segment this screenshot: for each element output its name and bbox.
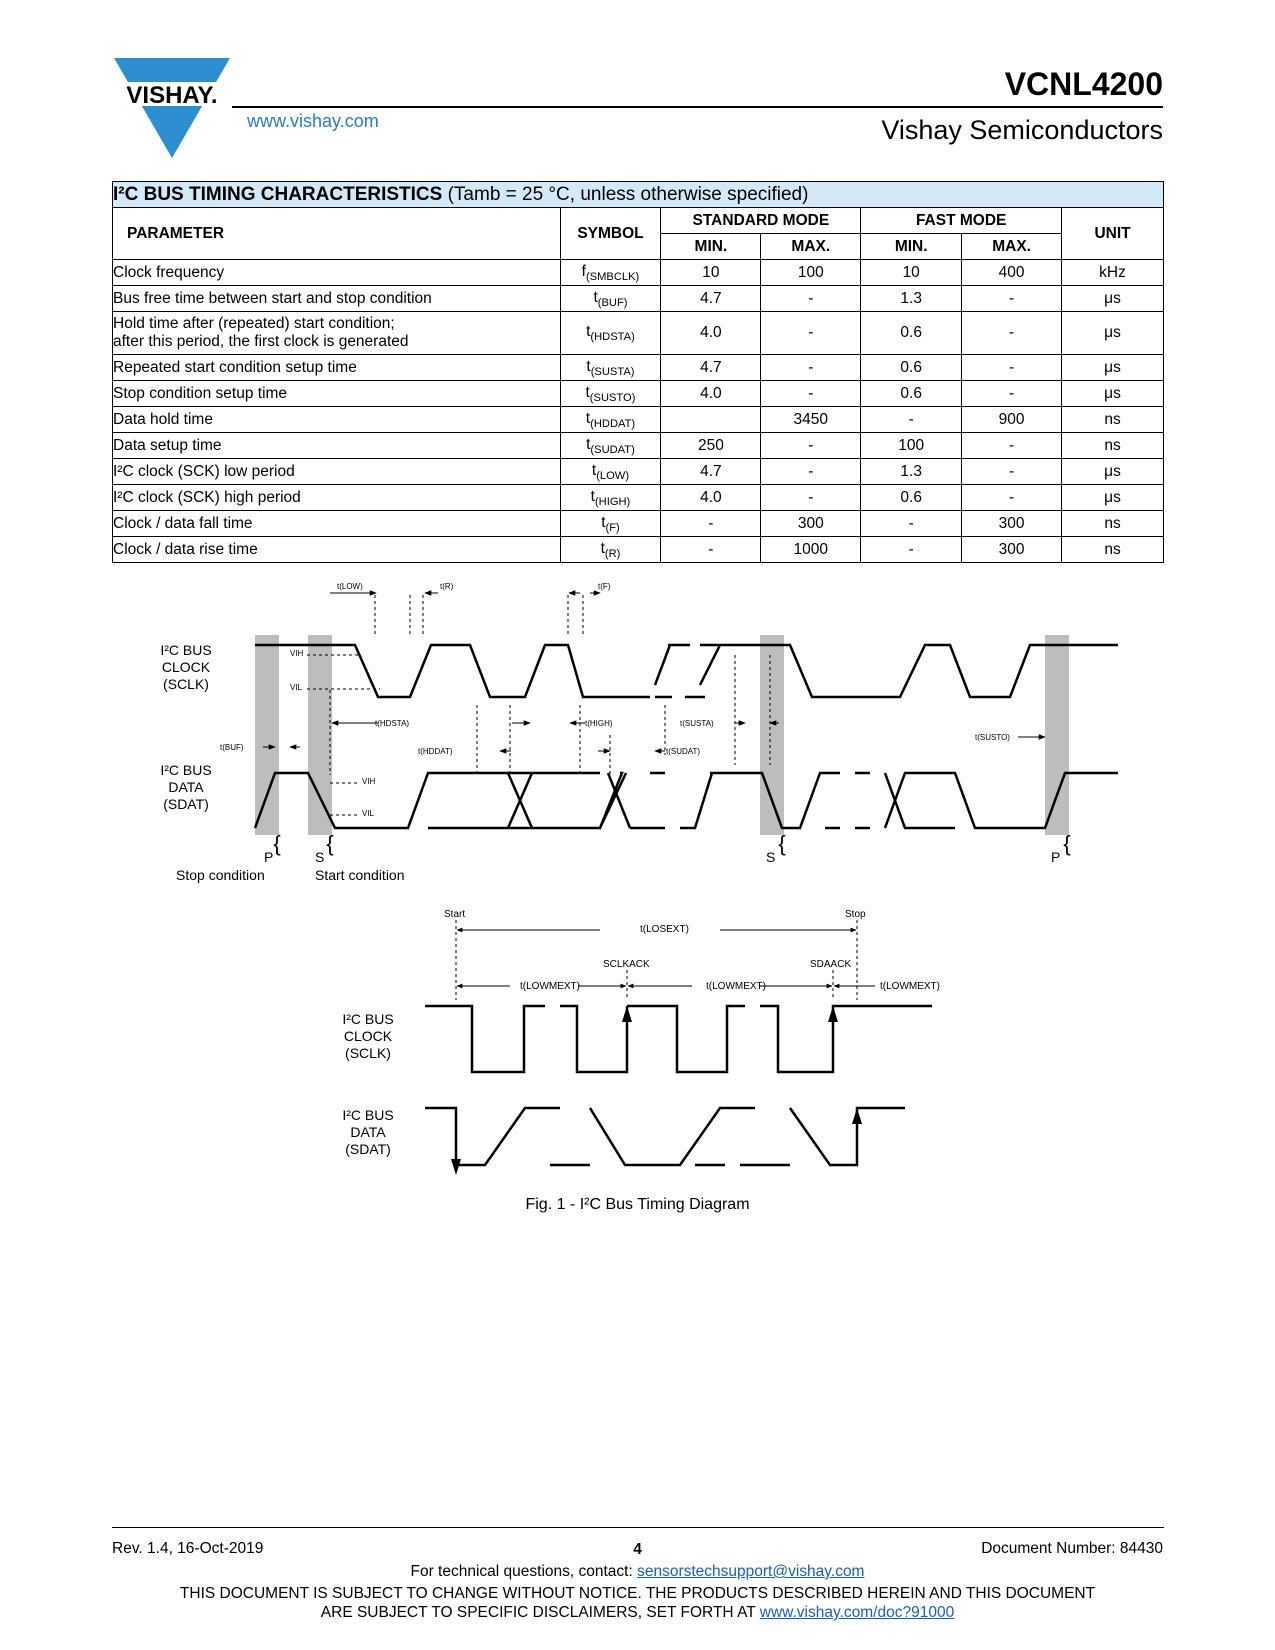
cell-std-min: - (661, 511, 761, 537)
figure-caption: Fig. 1 - I²C Bus Timing Diagram (525, 1196, 750, 1213)
sclk-label-line2: CLOCK (161, 659, 211, 675)
vih-data-label: VIH (362, 777, 376, 786)
cell-parameter: Repeated start condition setup time (113, 355, 561, 381)
sdat2-label-line1: I²C BUS (342, 1107, 394, 1123)
cell-unit: μs (1062, 355, 1164, 381)
footer-divider (112, 1527, 1164, 1528)
cell-parameter: Data hold time (113, 407, 561, 433)
cell-fast-min: 1.3 (861, 286, 962, 312)
sdat2-label-line3: (SDAT) (345, 1141, 391, 1157)
cell-std-min: 4.0 (661, 312, 761, 355)
header-fast-min: MIN. (861, 234, 962, 260)
cell-symbol: $f_{(SMBCLK)}$ (560, 260, 661, 286)
cell-unit: kHz (1062, 260, 1164, 286)
cell-fast-max: - (962, 312, 1062, 355)
header-std-max: MAX. (761, 234, 861, 260)
cell-symbol: $t_{(HDSTA)}$ (560, 312, 661, 355)
table-row (113, 407, 1164, 433)
cell-std-min: 4.7 (661, 286, 761, 312)
cell-fast-min: 0.6 (861, 485, 962, 511)
company-name: Vishay Semiconductors (881, 115, 1163, 145)
cell-unit: μs (1062, 459, 1164, 485)
cell-fast-max: 300 (962, 511, 1062, 537)
cell-symbol: $t_{(SUSTA)}$ (560, 355, 661, 381)
cell-unit: ns (1062, 511, 1164, 537)
cell-unit: μs (1062, 485, 1164, 511)
cell-parameter: Clock frequency (113, 260, 561, 286)
t-hdsta-label: t(HDSTA) (375, 719, 410, 728)
t-r-label: t(R) (440, 582, 454, 591)
cell-symbol: $t_{(F)}$ (560, 511, 661, 537)
cell-unit: μs (1062, 312, 1164, 355)
cell-std-max: 1000 (761, 537, 861, 563)
cell-unit: ns (1062, 407, 1164, 433)
cell-parameter: I²C clock (SCK) low period (113, 459, 561, 485)
table-row (113, 459, 1164, 485)
sclk-ack-label: SCLKACK (603, 959, 650, 970)
cell-std-min: 250 (661, 433, 761, 459)
table-header-row (113, 208, 1164, 234)
sda-ack-label: SDAACK (810, 959, 852, 970)
document-number: Document Number: 84430 (981, 1540, 1163, 1557)
cell-fast-min: - (861, 407, 962, 433)
t-buf-label: t(BUF) (220, 743, 244, 752)
t-high-label: t(HIGH) (585, 719, 613, 728)
cell-std-max: - (761, 286, 861, 312)
cell-std-min: 10 (661, 260, 761, 286)
t-susto-label: t(SUSTO) (975, 733, 1010, 742)
cell-symbol: $t_{(LOW)}$ (560, 459, 661, 485)
svg-text:{: { (1063, 831, 1071, 856)
table-row (113, 286, 1164, 312)
table-row (113, 433, 1164, 459)
t-losext-label: t(LOSEXT) (640, 924, 689, 935)
cell-std-max: - (761, 312, 861, 355)
i2c-timing-table (112, 181, 1164, 563)
sdat2-label-line2: DATA (350, 1124, 386, 1140)
stop-condition-label: Stop condition (176, 867, 265, 883)
disclaimer-url-link[interactable]: www.vishay.com/doc?91000 (759, 1604, 955, 1621)
cell-fast-min: 0.6 (861, 312, 962, 355)
cell-symbol: $t_{(SUDAT)}$ (560, 433, 661, 459)
svg-text:{: { (778, 831, 786, 856)
cell-fast-max: 400 (962, 260, 1062, 286)
start-condition-label: Start condition (315, 867, 405, 883)
header-symbol: SYMBOL (560, 208, 661, 260)
cell-parameter: Stop condition setup time (113, 381, 561, 407)
cell-fast-min: 0.6 (861, 381, 962, 407)
cell-fast-max: - (962, 433, 1062, 459)
cell-unit: μs (1062, 381, 1164, 407)
cell-std-min (661, 407, 761, 433)
cell-std-max: 3450 (761, 407, 861, 433)
s-label-2: S (766, 849, 776, 865)
table-title-bold: I²C BUS TIMING CHARACTERISTICS (113, 183, 443, 205)
t-lowmext-label-1: t(LOWMEXT) (520, 981, 580, 992)
cell-std-max: - (761, 485, 861, 511)
p-label-1: P (264, 849, 274, 865)
cell-fast-max: - (962, 381, 1062, 407)
header-fast-mode: FAST MODE (861, 208, 1062, 234)
sdat-stretch-waveform (425, 1108, 905, 1165)
sdat-label-line3: (SDAT) (163, 796, 209, 812)
header-divider (232, 106, 1163, 108)
t-sudat-label: t(SUDAT) (666, 747, 701, 756)
sclk-waveform (255, 645, 1118, 697)
stop-condition-bar (255, 635, 279, 835)
cell-std-max: - (761, 381, 861, 407)
table-row (113, 260, 1164, 286)
cell-parameter: Clock / data fall time (113, 511, 561, 537)
vih-clock-label: VIH (290, 649, 304, 658)
sdat-label-line2: DATA (168, 779, 204, 795)
sclk-label-line3: (SCLK) (163, 676, 209, 692)
cell-fast-min: 100 (861, 433, 962, 459)
t-lowmext-label-2: t(LOWMEXT) (706, 981, 766, 992)
stop-condition-bar-2 (1045, 635, 1069, 835)
cell-parameter: Clock / data rise time (113, 537, 561, 563)
cell-parameter: Hold time after (repeated) start condition; after this period, the first clock is generated (113, 312, 561, 355)
sclk2-label-line2: CLOCK (343, 1028, 393, 1044)
disclaimer-line2: ARE SUBJECT TO SPECIFIC DISCLAIMERS, SET FORTH AT www.vishay.com/doc?91000 (320, 1604, 955, 1621)
sclk-label-line1: I²C BUS (160, 642, 212, 658)
cell-std-min: - (661, 537, 761, 563)
cell-symbol: $t_{(BUF)}$ (560, 286, 661, 312)
cell-fast-min: - (861, 511, 962, 537)
header-fast-max: MAX. (962, 234, 1062, 260)
revision: Rev. 1.4, 16-Oct-2019 (112, 1540, 264, 1557)
cell-parameter: Bus free time between start and stop condition (113, 286, 561, 312)
t-lowmext-label-3: t(LOWMEXT) (880, 981, 940, 992)
header-parameter: PARAMETER (113, 208, 561, 260)
cell-parameter: Data setup time (113, 433, 561, 459)
cell-std-max: - (761, 459, 861, 485)
cell-std-min: 4.0 (661, 381, 761, 407)
i2c-timing-diagram (0, 582, 1275, 895)
vishay-url-link[interactable]: www.vishay.com (247, 111, 379, 131)
cell-std-min: 4.0 (661, 485, 761, 511)
cell-fast-max: - (962, 355, 1062, 381)
sdat-waveform (255, 773, 1118, 828)
table-title-condition: (Tamb = 25 °C, unless otherwise specified) (447, 183, 809, 205)
table-row (113, 511, 1164, 537)
cell-std-min: 4.7 (661, 459, 761, 485)
t-hddat-label: t(HDDAT) (418, 747, 453, 756)
cell-std-max: - (761, 433, 861, 459)
page-number: 4 (633, 1541, 642, 1558)
sclk2-label-line1: I²C BUS (342, 1011, 394, 1027)
cell-fast-min: 10 (861, 260, 962, 286)
cell-symbol: $t_{(SUSTO)}$ (560, 381, 661, 407)
table-title-row (113, 182, 1164, 208)
header-standard-mode: STANDARD MODE (661, 208, 861, 234)
cell-unit: ns (1062, 537, 1164, 563)
support-email-link[interactable]: sensorstechsupport@vishay.com (637, 1563, 865, 1580)
cell-unit: μs (1062, 286, 1164, 312)
start-label: Start (444, 909, 466, 920)
s-label-1: S (315, 849, 325, 865)
vil-data-label: VIL (362, 809, 375, 818)
svg-text:{: { (326, 831, 334, 856)
cell-fast-max: 900 (962, 407, 1062, 433)
cell-std-max: - (761, 355, 861, 381)
disclaimer-line1: THIS DOCUMENT IS SUBJECT TO CHANGE WITHOUT NOTICE. THE PRODUCTS DESCRIBED HEREIN AND THIS DOCUMENT (179, 1585, 1096, 1602)
t-low-label: t(LOW) (337, 582, 363, 591)
p-label-2: P (1051, 849, 1061, 865)
table-row (113, 537, 1164, 563)
cell-fast-min: 0.6 (861, 355, 962, 381)
part-number: VCNL4200 (1004, 66, 1163, 102)
cell-fast-min: 1.3 (861, 459, 962, 485)
cell-fast-max: - (962, 286, 1062, 312)
cell-symbol: $t_{(HIGH)}$ (560, 485, 661, 511)
start-condition-bar (308, 635, 332, 835)
t-f-label: t(F) (598, 582, 611, 591)
table-row (113, 312, 1164, 355)
t-susta-label: t(SUSTA) (680, 719, 714, 728)
cell-symbol: $t_{(HDDAT)}$ (560, 407, 661, 433)
cell-fast-max: - (962, 459, 1062, 485)
cell-std-min: 4.7 (661, 355, 761, 381)
tech-questions: For technical questions, contact: sensorstechsupport@vishay.com (410, 1563, 865, 1580)
header-std-min: MIN. (661, 234, 761, 260)
cell-unit: ns (1062, 433, 1164, 459)
table-title (113, 182, 1164, 208)
cell-fast-max: - (962, 485, 1062, 511)
cell-fast-max: 300 (962, 537, 1062, 563)
logo-text: VISHAY. (126, 82, 218, 109)
table-row (113, 381, 1164, 407)
svg-text:{: { (273, 831, 281, 856)
sdat-label-line1: I²C BUS (160, 762, 212, 778)
sclk-stretch-waveform (425, 1006, 932, 1072)
cell-std-max: 100 (761, 260, 861, 286)
vil-clock-label: VIL (290, 683, 303, 692)
cell-fast-min: - (861, 537, 962, 563)
cell-parameter: I²C clock (SCK) high period (113, 485, 561, 511)
cell-symbol: $t_{(R)}$ (560, 537, 661, 563)
repeated-start-bar (760, 635, 784, 835)
header-unit: UNIT (1062, 208, 1164, 260)
cell-std-max: 300 (761, 511, 861, 537)
sclk2-label-line3: (SCLK) (345, 1045, 391, 1061)
table-row (113, 485, 1164, 511)
i2c-clock-stretch-diagram (0, 900, 1275, 1180)
stop-label: Stop (845, 909, 866, 920)
vishay-logo (110, 58, 234, 158)
table-row (113, 355, 1164, 381)
